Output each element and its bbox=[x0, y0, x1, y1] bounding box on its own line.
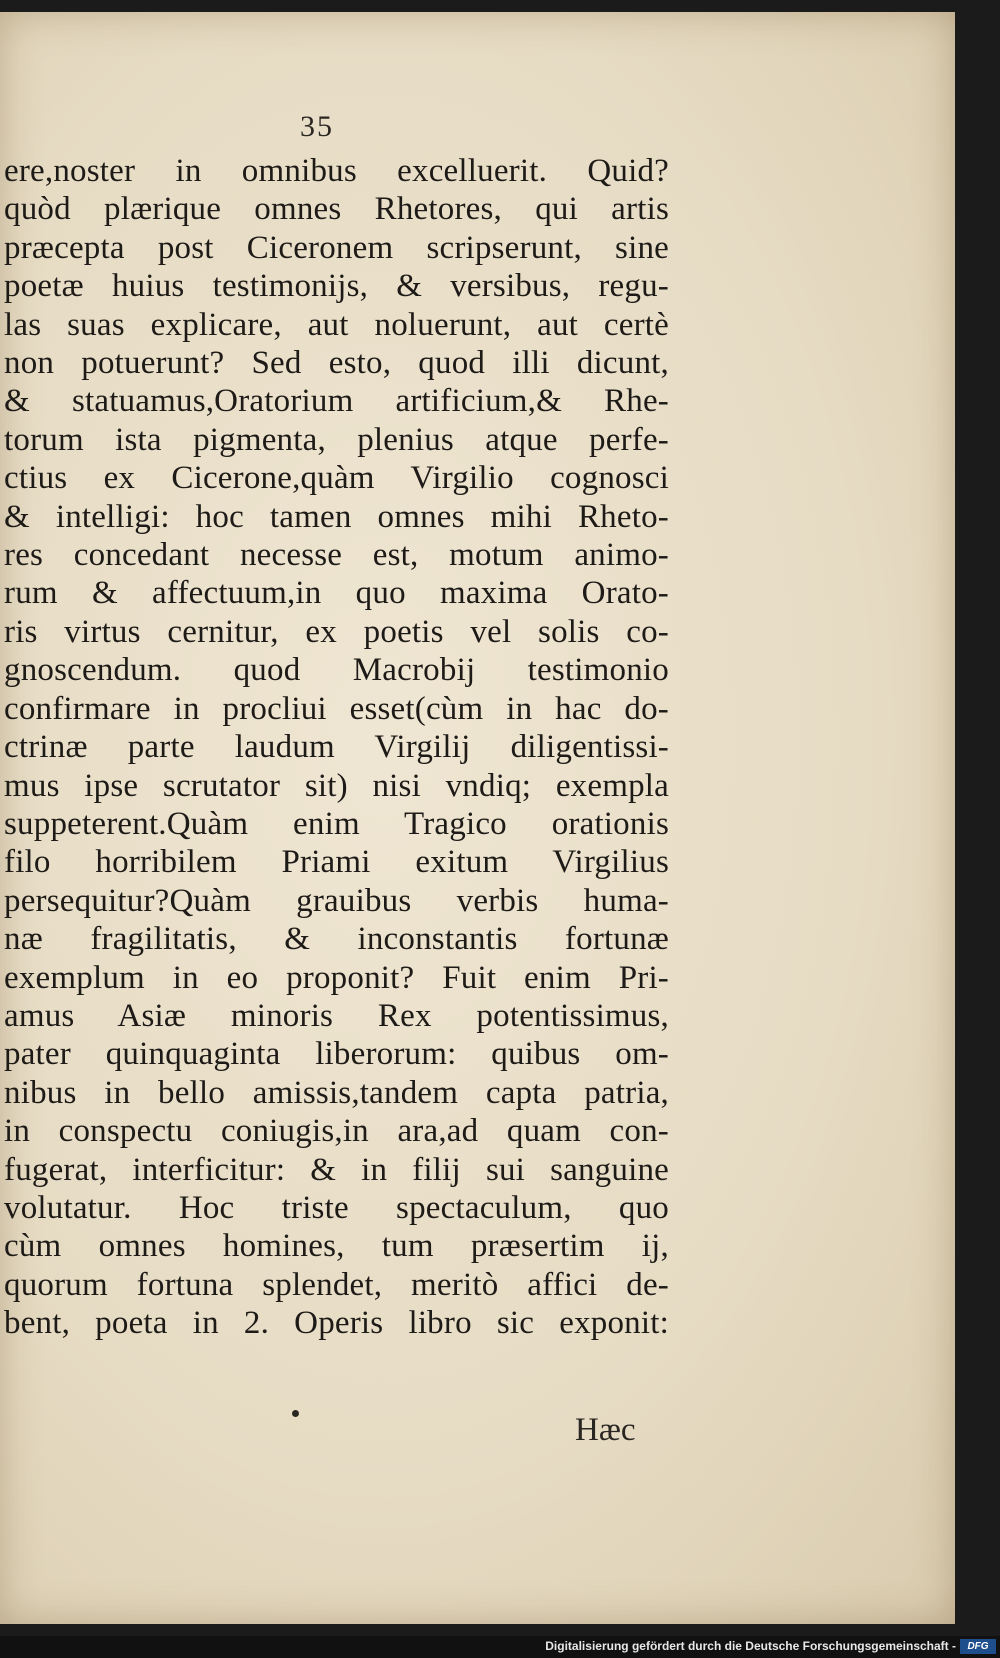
text-line: suppeterent.Quàm enim Tragico orationis bbox=[4, 805, 669, 842]
text-line: quorum fortuna splendet, meritò affici de- bbox=[4, 1266, 669, 1303]
text-line: exemplum in eo proponit? Fuit enim Pri- bbox=[4, 959, 669, 996]
text-line: poetæ huius testimonijs, & versibus, regu- bbox=[4, 268, 669, 305]
page-number: 35 bbox=[300, 110, 334, 143]
text-line: ctius ex Cicerone,quàm Virgilio cognosci bbox=[4, 460, 669, 497]
text-line: fugerat, interficitur: & in filij sui sanguine bbox=[4, 1151, 669, 1188]
text-line: gnoscendum. quod Macrobij testimonio bbox=[4, 652, 669, 689]
catchword: Hæc bbox=[575, 1412, 636, 1448]
text-line: amus Asiæ minoris Rex potentissimus, bbox=[4, 997, 669, 1034]
text-line: nibus in bello amissis,tandem capta patria, bbox=[4, 1074, 669, 1111]
text-line: volutatur. Hoc triste spectaculum, quo bbox=[4, 1189, 669, 1226]
text-line: torum ista pigmenta, plenius atque perfe- bbox=[4, 421, 669, 458]
text-line: confirmare in procliui esset(cùm in hac do- bbox=[4, 690, 669, 727]
text-line: non potuerunt? Sed esto, quod illi dicunt, bbox=[4, 345, 669, 382]
footer-bar bbox=[0, 1636, 1000, 1658]
funding-credit: Digitalisierung gefördert durch die Deutsche Forschungsgemeinschaft - bbox=[545, 1639, 956, 1653]
text-line: las suas explicare, aut noluerunt, aut certè bbox=[4, 306, 669, 343]
text-line: res concedant necesse est, motum animo- bbox=[4, 537, 669, 574]
text-line: quòd plærique omnes Rhetores, qui artis bbox=[4, 191, 669, 228]
text-line: præcepta post Ciceronem scripserunt, sine bbox=[4, 229, 669, 266]
ink-speck bbox=[292, 1410, 299, 1417]
text-line: rum & affectuum,in quo maxima Orato- bbox=[4, 575, 669, 612]
text-line: cùm omnes homines, tum præsertim ij, bbox=[4, 1228, 669, 1265]
text-line: in conspectu coniugis,in ara,ad quam con- bbox=[4, 1113, 669, 1150]
text-line: pater quinquaginta liberorum: quibus om- bbox=[4, 1036, 669, 1073]
text-line: ris virtus cernitur, ex poetis vel solis co- bbox=[4, 613, 669, 650]
text-line: næ fragilitatis, & inconstantis fortunæ bbox=[4, 921, 669, 958]
text-line: bent, poeta in 2. Operis libro sic exponit: bbox=[4, 1305, 669, 1342]
text-line: mus ipse scrutator sit) nisi vndiq; exempla bbox=[4, 767, 669, 804]
text-line: filo horribilem Priami exitum Virgilius bbox=[4, 844, 669, 881]
body-text bbox=[4, 152, 669, 1343]
text-line: ctrinæ parte laudum Virgilij diligentissi- bbox=[4, 729, 669, 766]
text-line: & statuamus,Oratorium artificium,& Rhe- bbox=[4, 383, 669, 420]
text-line: ere,noster in omnibus excelluerit. Quid? bbox=[4, 153, 669, 189]
text-line: & intelligi: hoc tamen omnes mihi Rheto- bbox=[4, 498, 669, 535]
book-page bbox=[0, 12, 955, 1624]
text-line: persequitur?Quàm grauibus verbis huma- bbox=[4, 882, 669, 919]
dfg-logo-icon: DFG bbox=[960, 1639, 996, 1654]
